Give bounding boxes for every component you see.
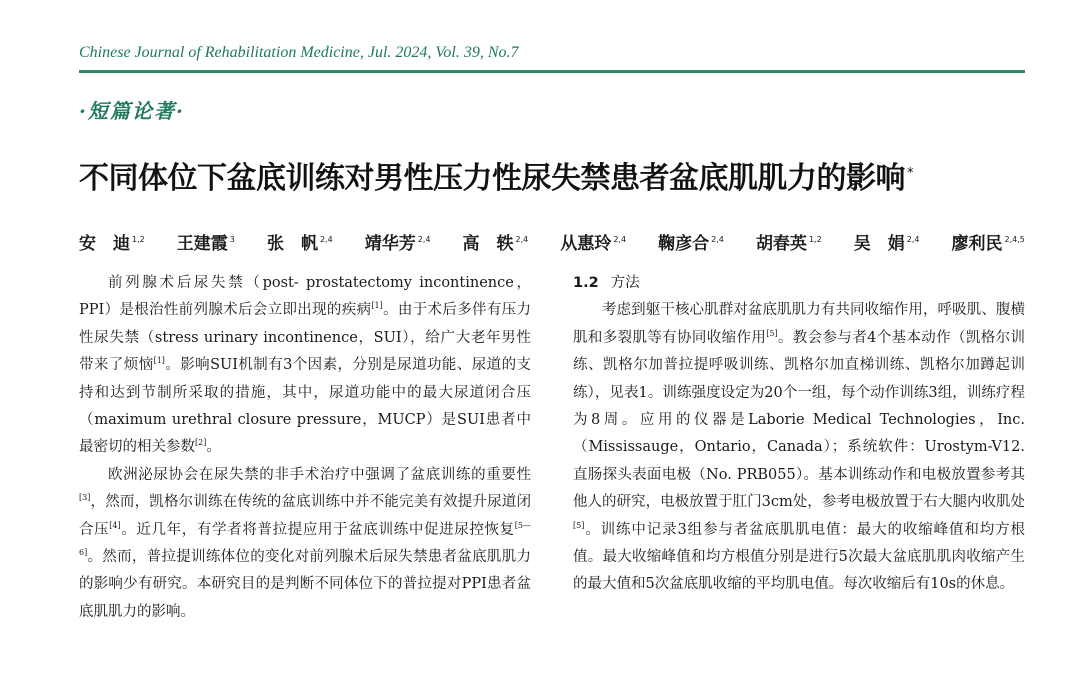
- author: 王建霞 $^3$: [176, 234, 235, 254]
- left-column: [79, 270, 531, 626]
- title-footnote-mark: *: [907, 166, 913, 181]
- intro-paragraph-2: 欧洲泌尿协会在尿失禁的非手术治疗中强调了盆底训练的重要性[3]，然而，凯格尔训练在传统的盆底训练中并不能完美有效提升尿道闭合压[4]。近几年，有学者将普拉提应用于盆底训练中促进尿控恢复[5—6]。然而，普拉提训练体位的变化对前列腺术后尿失禁患者盆底肌肌力的影响少有研究。本研究目的是判断不同体位下的普拉提对PPI患者盆底肌肌力的影响。: [79, 466, 532, 620]
- author: 廖利民 $^{2,4,5}$: [951, 234, 1025, 254]
- citation: [1]: [153, 356, 165, 366]
- author: 靖华芳 $^{2,4}$: [364, 234, 431, 254]
- citation: [5]: [573, 520, 585, 530]
- author: 安 迪 $^{1,2}$: [79, 234, 145, 254]
- citation: [2]: [195, 438, 207, 448]
- intro-paragraph-1: 前列腺术后尿失禁（post- prostatectomy incontinence，PPI）是根治性前列腺术后会立即出现的疾病[1]。由于术后多伴有压力性尿失禁（stress urinary incontinence，SUI），给广大老年男性带来了烦恼[1]。影响SUI机制有3个因素，分别是尿道功能、尿道的支持和达到节制所采取的措施，其中，尿道功能中的最大尿道闭合压（maximum urethral closure pressure，MUCP）是SUI患者中最密切的相关参数[2]。: [79, 275, 531, 456]
- author: 高 轶 $^{2,4}$: [462, 234, 529, 254]
- section-label: ·短篇论著·: [79, 99, 185, 123]
- citation: [4]: [109, 520, 121, 530]
- citation: [5]: [766, 328, 778, 338]
- author: 张 帆 $^{2,4}$: [266, 234, 333, 254]
- section-heading: [573, 270, 1025, 297]
- right-column: [573, 270, 1025, 599]
- author: 胡春英 $^{1,2}$: [755, 234, 822, 254]
- author: 从惠玲 $^{2,4}$: [560, 234, 627, 254]
- author: 鞠彦合 $^{2,4}$: [658, 234, 724, 254]
- author: 吴 娟 $^{2,4}$: [853, 234, 920, 254]
- header-rule: [79, 70, 1025, 73]
- citation: [1]: [371, 301, 383, 311]
- citation: [3]: [79, 493, 91, 503]
- methods-paragraph: 考虑到躯干核心肌群对盆底肌肌力有共同收缩作用，呼吸肌、腹横肌和多裂肌等有协同收缩作用[5]。教会参与者4个基本动作（凯格尔训练、凯格尔加普拉提呼吸训练、凯格尔加直梯训练、凯格尔加蹲起训练），见表1。训练强度设定为20个一组，每个动作训练3组，训练疗程为8周。应用的仪器是Laborie Medical Technologies，Inc.（Mississauge，Ontario，Canada）；系统软件：Urostym-V12. 直肠探头表面电极（No. PRB055）。基本训练动作和电极放置参考其他人的研究，电极放置于肛门3cm处，参考电极放置于右大腿内收肌处[5]。训练中记录3组参与者盆底肌肌电值：最大的收缩峰值和均方根值。最大收缩峰值和均方根值分别是进行5次最大盆底肌肌肉收缩产生的最大值和5次盆底肌收缩的平均肌电值。每次收缩后有10s的休息。: [573, 302, 1025, 593]
- section-number: 1.2: [573, 275, 599, 291]
- author-list: [79, 229, 1025, 254]
- article-title-text: 不同体位下盆底训练对男性压力性尿失禁患者盆底肌肌力的影响: [79, 161, 905, 196]
- article-title: [79, 153, 1025, 197]
- journal-header: Chinese Journal of Rehabilitation Medicine, Jul. 2024, Vol. 39, No.7: [79, 44, 519, 61]
- citation: [5—6]: [79, 520, 532, 558]
- section-heading-text: 方法: [610, 275, 640, 291]
